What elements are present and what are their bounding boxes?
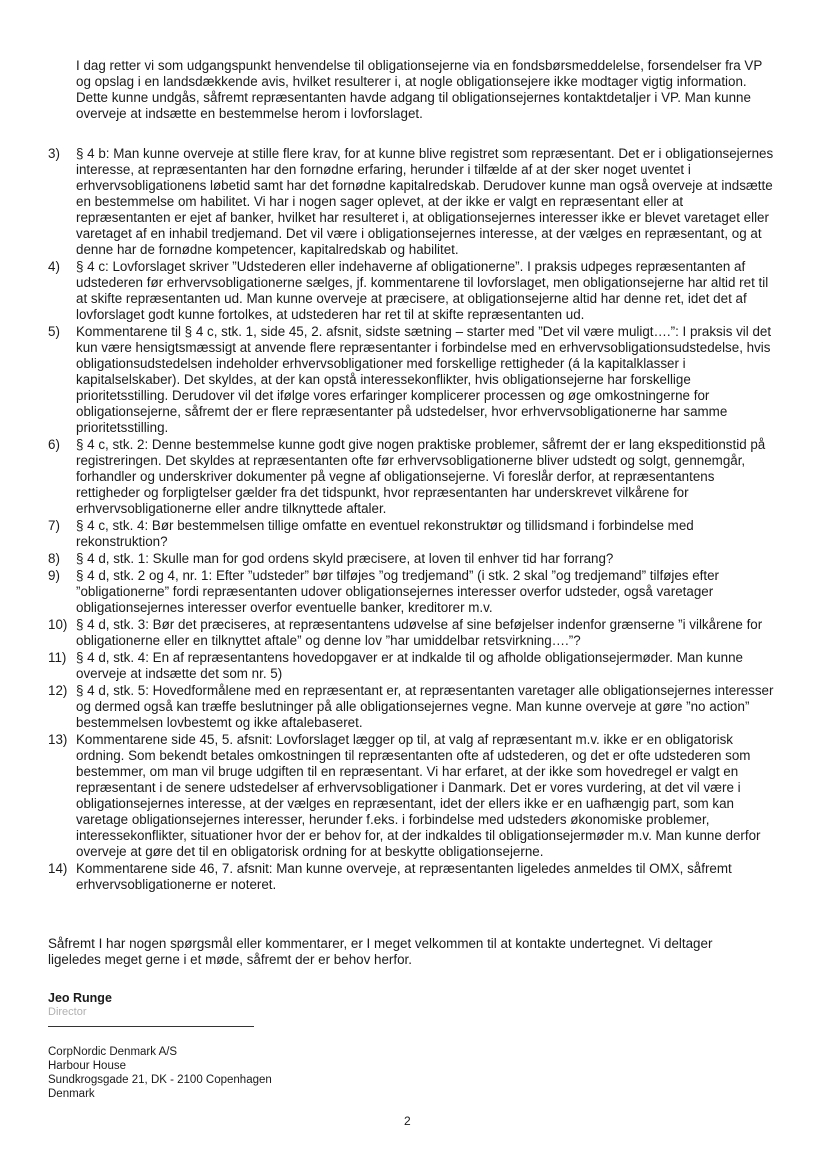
- signature-name: Jeo Runge: [48, 991, 112, 1005]
- list-item: [48, 551, 776, 567]
- address-line: Sundkrogsgade 21, DK - 2100 Copenhagen: [48, 1074, 272, 1086]
- address-line: CorpNordic Denmark A/S: [48, 1046, 178, 1058]
- closing-paragraph: Såfremt I har nogen spørgsmål eller kommentarer, er I meget velkommen til at kontakte undertegnet. Vi deltager ligeledes meget gerne i et møde, såfremt der er behov herfor.: [48, 936, 713, 967]
- list-item: [48, 146, 776, 258]
- list-item: [48, 650, 776, 682]
- list-item-number: 9): [48, 568, 60, 583]
- list-item: [48, 518, 776, 550]
- list-item-number: 3): [48, 146, 60, 161]
- list-item-number: 7): [48, 518, 60, 533]
- signature-line: [48, 1026, 254, 1027]
- list-item-text: Kommentarene side 46, 7. afsnit: Man kunne overveje, at repræsentanten ligeledes anmeldes til OMX, såfremt erhvervsobligationerne er noteret.: [76, 861, 732, 892]
- list-item-number: 5): [48, 324, 60, 339]
- list-item-number: 10): [48, 617, 68, 632]
- list-item-text: § 4 c: Lovforslaget skriver ”Udstederen eller indehaverne af obligationerne”. I praksis udpeges repræsentanten af udstederen før erhvervsobligationerne sælges, jf. kommentarene til lovforslaget, men obligationsejerne har altid ret til at skifte repræsentanten ud. Man kunne overveje at præcisere, at obligationsejerne altid har denne ret, idet det af lovforslaget godt kunne fortolkes, at udstederen har ret til at skifte repræsentanten ud.: [76, 259, 769, 322]
- list-item-number: 13): [48, 732, 68, 747]
- list-item-number: 8): [48, 551, 60, 566]
- intro-paragraph: I dag retter vi som udgangspunkt henvendelse til obligationsejerne via en fondsbørsmeddelelse, forsendelser fra VP og opslag i en landsdækkende avis, hvilket resulterer i, at nogle obligationsejere ikke modtager vigtig information. Dette kunne undgås, såfremt repræsentanten havde adgang til obligationsejernes kontaktdetaljer i VP. Man kunne overveje at indsætte en bestemmelse herom i lovforslaget.: [76, 58, 763, 121]
- address-line: Denmark: [48, 1088, 95, 1100]
- list-item-text: Kommentarene side 45, 5. afsnit: Lovforslaget lægger op til, at valg af repræsentant m.v. ikke er en obligatorisk ordning. Som bekendt betales omkostningen til repræsentanten ofte af udstederen, og det er ofte udstederen som bestemmer, om man vil bruge udgiften til en repræsentant. Vi har erfaret, at der ikke som hovedregel er valgt en repræsentant i de senere udstedelser af erhvervsobligationer i Danmark. Det er vores vurdering, at det vil være i obligationsejernes interesse, at der vælges en repræsentant, idet der ellers ikke er en uafhængig part, som kan varetage obligationsejernes interesser, herunder f.eks. i forbindelse med udsteders økonomiske problemer, interessekonflikter, situationer hvor der er behov for, at der indkaldes til obligationsejermøder m.v. Man kunne derfor overveje at gøre det til en obligatorisk ordning for at beskytte obligationsejerne.: [76, 732, 761, 859]
- list-item-number: 14): [48, 861, 68, 876]
- list-item-text: § 4 d, stk. 5: Hovedformålene med en repræsentant er, at repræsentanten varetager alle obligationsejernes interesser og dermed også kan træffe beslutninger på alle obligationsejernes vegne. Man kunne overveje at gøre ”no action” bestemmelsen lovbestemt og ikke aftalebaseret.: [76, 683, 774, 730]
- address-block: [48, 1045, 272, 1101]
- list-item-text: § 4 d, stk. 1: Skulle man for god ordens skyld præcisere, at loven til enhver tid har forrang?: [76, 551, 614, 566]
- page-number: 2: [404, 1114, 411, 1128]
- list-item: [48, 683, 776, 731]
- list-item: [48, 732, 776, 860]
- list-item-number: 11): [48, 650, 67, 665]
- signature-title: Director: [48, 1006, 87, 1018]
- list-item: [48, 617, 776, 649]
- list-item: [48, 437, 776, 517]
- list-item: [48, 568, 776, 616]
- list-item-text: § 4 d, stk. 4: En af repræsentantens hovedopgaver er at indkalde til og afholde obligationsejermøder. Man kunne overveje at indsætte det som nr. 5): [76, 650, 743, 681]
- list-item-number: 6): [48, 437, 60, 452]
- address-line: Harbour House: [48, 1060, 126, 1072]
- list-item-text: § 4 c, stk. 4: Bør bestemmelsen tillige omfatte en eventuel rekonstruktør og tillidsmand i forbindelse med rekonstruktion?: [76, 518, 694, 549]
- list-item: [48, 259, 776, 323]
- list-item-text: § 4 d, stk. 2 og 4, nr. 1: Efter ”udsteder” bør tilføjes ”og tredjemand” (i stk. 2 skal ”og tredjemand” tilføjes efter ”obligationerne” fordi repræsentanten udover obligationsejernes interesser overfor udsteder, også varetager obligationsejernes interesser overfor eventuelle banker, kreditorer m.v.: [76, 568, 720, 615]
- list-item-text: § 4 c, stk. 2: Denne bestemmelse kunne godt give nogen praktiske problemer, såfremt der er lang ekspeditionstid på registreringen. Det skyldes at repræsentanten ofte før erhvervsobligationerne bliver udstedt og solgt, gennemgår, forhandler og underskriver dokumenter på vegne af obligationsejerne. Vi foreslår derfor, at repræsentantens rettigheder og forpligtelser gælder fra det tidspunkt, hvor repræsentanten har underskrevet vilkårene for erhvervsobligationerne eller andre tilknyttede aftaler.: [76, 437, 766, 516]
- list-item: [48, 861, 776, 893]
- list-item-text: § 4 d, stk. 3: Bør det præciseres, at repræsentantens udøvelse af sine beføjelser indenfor grænserne ”i vilkårene for obligationerne eller en tilknyttet aftale” og denne lov ”har umiddelbar retsvirkning….”?: [76, 617, 763, 648]
- numbered-list: [48, 146, 776, 894]
- list-item-text: Kommentarene til § 4 c, stk. 1, side 45, 2. afsnit, sidste sætning – starter med ”Det vil være muligt….”: I praksis vil det kun være hensigtsmæssigt at anvende flere repræsentanter i forbindelse med en erhvervsobligationsudstedelse, hvis obligationsudstedelsen indeholder erhvervsobligationer med forskellige rettigheder (á la kapitalklasser i kapitalselskaber). Det skyldes, at der kan opstå interessekonflikter, hvis obligationsejerne har forskellige prioritetsstilling. Derudover vil det ifølge vores erfaringer komplicerer processen og øge omkostningerne for obligationsejerne, såfremt der er flere repræsentanter på udstedelser, hvor erhvervsobligationerne har samme prioritetsstilling.: [76, 324, 772, 435]
- list-item: [48, 324, 776, 436]
- list-item-number: 4): [48, 259, 60, 274]
- list-item-number: 12): [48, 683, 68, 698]
- list-item-text: § 4 b: Man kunne overveje at stille flere krav, for at kunne blive registret som repræsentant. Det er i obligationsejernes interesse, at repræsentanten har den fornødne erfaring, herunder i tilfælde af at der sker noget uventet i erhvervsobligationens løbetid samt har det fornødne kapitalredskab. Derudover kunne man også overveje at indsætte en bestemmelse om habilitet. Vi har i nogen sager oplevet, at der ikke er valgt en repræsentant eller at repræsentanten er ejet af banker, hvilket har resulteret i, at obligationsejernes interesser ikke er blevet varetaget eller varetaget af en inhabil tredjemand. Det vil være i obligationsejernes interesse, at der vælges en repræsentant, og at denne har de fornødne kompetencer, kapitalredskab og habilitet.: [76, 146, 774, 257]
